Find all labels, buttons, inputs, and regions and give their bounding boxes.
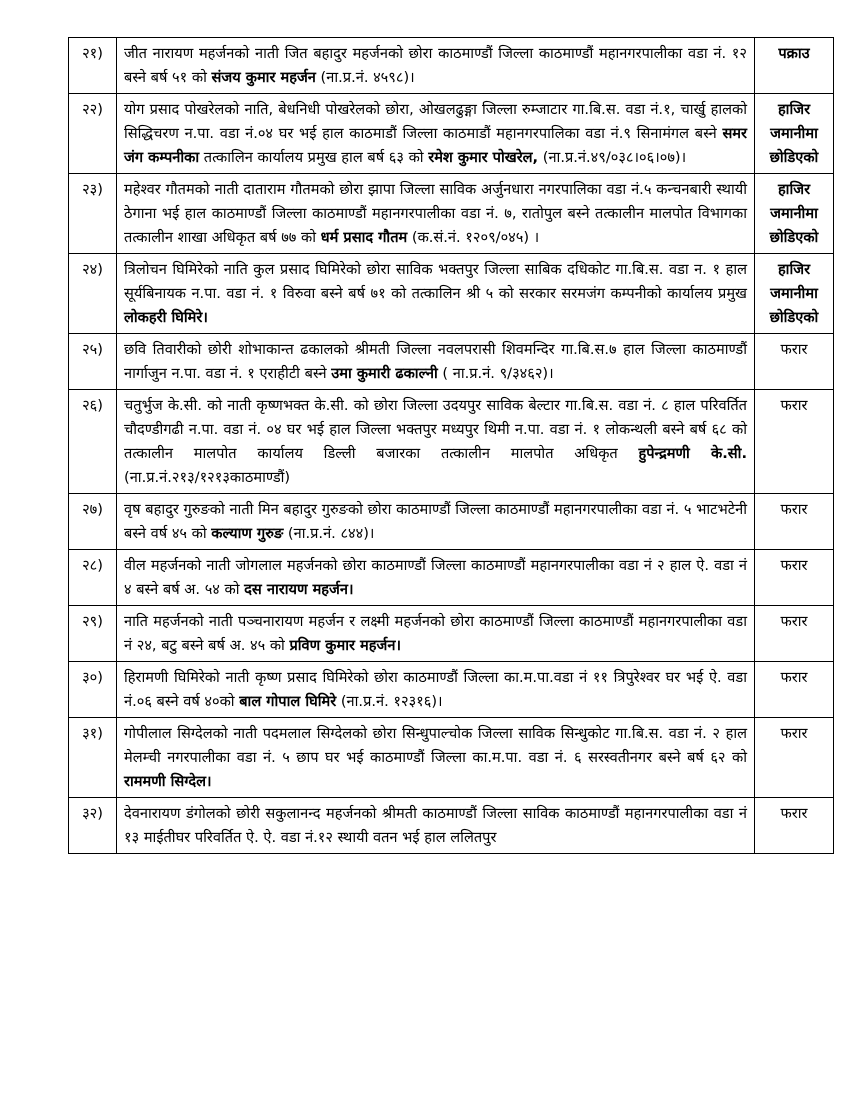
description-text: योग प्रसाद पोखरेलको नाति, बेधनिधी पोखरेलको छोरा, ओखलढुङ्गा जिल्ला रुम्जाटार गा.बि.स. वडा नं.१, चार्खु हालको सिद्धिचरण न.पा. वडा नं.०४ घर भई हाल काठमाडौं जिल्ला काठमाडौं महानगरपालिका वडा नं.९ सिनामंगल बस्ने <box>124 101 747 142</box>
row-number: २३) <box>69 174 117 254</box>
table-row <box>69 174 834 254</box>
table-row <box>69 606 834 662</box>
row-number: २९) <box>69 606 117 662</box>
description-suffix: (ना.प्र.नं.४९/०३८।०६।०७)। <box>538 149 687 166</box>
description-suffix: । <box>202 309 208 326</box>
description-text: छवि तिवारीको छोरी शोभाकान्त ढकालको श्रीमती जिल्ला नवलपरासी शिवमन्दिर गा.बि.स.७ हाल जिल्ला काठमाण्डौं नार्गाजुन न.पा. वडा नं. १ एराहीटी बस्ने <box>124 341 747 382</box>
row-number: २७) <box>69 494 117 550</box>
row-description <box>117 94 755 174</box>
row-number: ३०) <box>69 662 117 718</box>
row-description <box>117 334 755 390</box>
description-text: चतुर्भुज के.सी. को नाती कृष्णभक्त के.सी. को छोरा जिल्ला उदयपुर साविक बेल्टार गा.बि.स. वडा नं. ८ हाल परिवर्तित चौदण्डीगढी न.पा. वडा नं. ०४ घर भई हाल जिल्ला भक्तपुर मध्यपुर थिमी न.पा. वडा नं. १ लोकन्थली बस्ने बर्ष ६८ को तत्कालीन मालपोत कार्यालय डिल्ली बजारका तत्कालीन मालपोत अधिकृत <box>124 397 747 462</box>
row-status: फरार <box>755 550 834 606</box>
row-description <box>117 606 755 662</box>
description-suffix: (ना.प्र.नं. १२३१६)। <box>336 693 443 710</box>
row-status: फरार <box>755 718 834 798</box>
row-status: फरार <box>755 662 834 718</box>
table-row <box>69 94 834 174</box>
person-name: राममणी सिग्देल <box>124 773 207 790</box>
description-text-2: तत्कालिन कार्यालय प्रमुख हाल बर्ष ६३ को <box>199 149 429 166</box>
row-status: फरार <box>755 494 834 550</box>
person-name: धर्म प्रसाद गौतम <box>320 229 408 246</box>
row-description <box>117 174 755 254</box>
description-text: हिरामणी घिमिरेको नाती कृष्ण प्रसाद घिमिरेको छोरा काठमाण्डौं जिल्ला का.म.पा.वडा नं ११ त्रिपुरेश्वर घर भई ऐ. वडा नं.०६ बस्ने वर्ष ४०को <box>124 669 747 710</box>
person-name: संजय कुमार महर्जन <box>211 69 316 86</box>
description-text: गोपीलाल सिग्देलको नाती पदमलाल सिग्देलको छोरा सिन्धुपाल्चोक जिल्ला साविक सिन्धुकोट गा.बि.स. वडा नं. २ हाल मेलम्ची नगरपालीका वडा नं. ५ छाप घर भई काठमाण्डौं जिल्ला का.म.पा. वडा नं. ६ सरस्वतीनगर बस्ने बर्ष ६२ को <box>124 725 747 766</box>
records-table-body <box>69 38 834 854</box>
person-name: बाल गोपाल घिमिरे <box>239 693 337 710</box>
row-number: २१) <box>69 38 117 94</box>
row-description <box>117 798 755 854</box>
row-status: हाजिर जमानीमा छोडिएको <box>755 94 834 174</box>
row-number: ३१) <box>69 718 117 798</box>
row-number: २४) <box>69 254 117 334</box>
description-suffix: (ना.प्र.नं.२१३/१२१३काठमाण्डौं) <box>124 469 291 486</box>
row-description <box>117 494 755 550</box>
table-row <box>69 254 834 334</box>
description-text: देवनारायण डंगोलको छोरी सकुलानन्द महर्जनको श्रीमती काठमाण्डौं जिल्ला साविक काठमाण्डौं महानगरपालीका वडा नं १३ माईतीघर परिवर्तित ऐ. ऐ. वडा नं.१२ स्थायी वतन भई हाल ललितपुर <box>124 805 747 846</box>
description-suffix: (क.सं.नं. १२०९/०४५) । <box>407 229 540 246</box>
row-status: फरार <box>755 390 834 494</box>
row-number: २८) <box>69 550 117 606</box>
description-suffix: । <box>347 581 354 598</box>
row-description <box>117 38 755 94</box>
row-number: २२) <box>69 94 117 174</box>
description-suffix: ( ना.प्र.नं. ९/३४६२)। <box>437 365 554 382</box>
table-row <box>69 662 834 718</box>
person-name: कल्याण गुरुङ <box>211 525 284 542</box>
row-status: फरार <box>755 334 834 390</box>
row-description <box>117 718 755 798</box>
row-description <box>117 390 755 494</box>
person-name: हुपेन्द्रमणी के.सी. <box>638 445 747 462</box>
table-row <box>69 494 834 550</box>
row-description <box>117 254 755 334</box>
company-name: समर जंग कम्पनीका <box>124 125 747 166</box>
description-suffix: । <box>206 773 212 790</box>
table-row <box>69 718 834 798</box>
person-name: प्रविण कुमार महर्जन <box>289 637 396 654</box>
row-status: हाजिर जमानीमा छोडिएको <box>755 174 834 254</box>
description-suffix: (ना.प्र.नं. ८४४)। <box>283 525 375 542</box>
description-text: जीत नारायण महर्जनको नाती जित बहादुर महर्जनको छोरा काठमाण्डौं जिल्ला काठमाण्डौं महानगरपालीका वडा नं. १२ बस्ने बर्ष ५१ को <box>124 45 747 86</box>
description-suffix: । <box>395 637 401 654</box>
description-text: त्रिलोचन घिमिरेको नाति कुल प्रसाद घिमिरेको छोरा साविक भक्तपुर जिल्ला साबिक दधिकोट गा.बि.स. वडा न. १ हाल सूर्यबिनायक न.पा. वडा नं. १ विरुवा बस्ने बर्ष ७१ को तत्कालिन श्री ५ को सरकार सरमजंग कम्पनीको कार्यालय प्रमुख <box>124 261 747 302</box>
person-name: दस नारायण महर्जन <box>244 581 348 598</box>
description-text: वृष बहादुर गुरुङको नाती मिन बहादुर गुरुङको छोरा काठमाण्डौं जिल्ला काठमाण्डौं महानगरपालीका वडा नं. ५ भाटभटेनी बस्ने वर्ष ४५ को <box>124 501 747 542</box>
row-status: फरार <box>755 606 834 662</box>
row-description <box>117 550 755 606</box>
person-name: लोकहरी घिमिरे <box>124 309 203 326</box>
records-table <box>68 37 834 854</box>
description-text: नाति महर्जनको नाती पञ्चनारायण महर्जन र लक्ष्मी महर्जनको छोरा काठमाण्डौं जिल्ला काठमाण्डौं महानगरपालीका वडा नं २४, बटु बस्ने बर्ष अ. ४५ को <box>124 613 747 654</box>
table-row <box>69 38 834 94</box>
row-status: हाजिर जमानीमा छोडिएको <box>755 254 834 334</box>
row-number: ३२) <box>69 798 117 854</box>
table-row <box>69 334 834 390</box>
row-number: २५) <box>69 334 117 390</box>
table-row <box>69 390 834 494</box>
person-name: उमा कुमारी ढकाल्नी <box>331 365 438 382</box>
person-name: रमेश कुमार पोखरेल, <box>428 149 539 166</box>
row-description <box>117 662 755 718</box>
description-suffix: (ना.प्र.नं. ४५९८)। <box>315 69 415 86</box>
table-row <box>69 550 834 606</box>
row-status: फरार <box>755 798 834 854</box>
table-row <box>69 798 834 854</box>
description-text: महेश्वर गौतमको नाती दाताराम गौतमको छोरा झापा जिल्ला साविक अर्जुनधारा नगरपालिका वडा नं.५ कन्चनबारी स्थायी ठेगाना भई हाल काठमाण्डौं जिल्ला काठमाण्डौं महानगरपालीका वडा नं. ७, रातोपुल बस्ने तत्कालीन मालपोत विभागका तत्कालीन शाखा अधिकृत बर्ष ७७ को <box>124 181 747 246</box>
row-number: २६) <box>69 390 117 494</box>
row-status: पक्राउ <box>755 38 834 94</box>
description-text: वील महर्जनको नाती जोगलाल महर्जनको छोरा काठमाण्डौं जिल्ला काठमाण्डौं महानगरपालीका वडा नं २ हाल ऐ. वडा नं ४ बस्ने बर्ष अ. ५४ को <box>124 557 747 598</box>
